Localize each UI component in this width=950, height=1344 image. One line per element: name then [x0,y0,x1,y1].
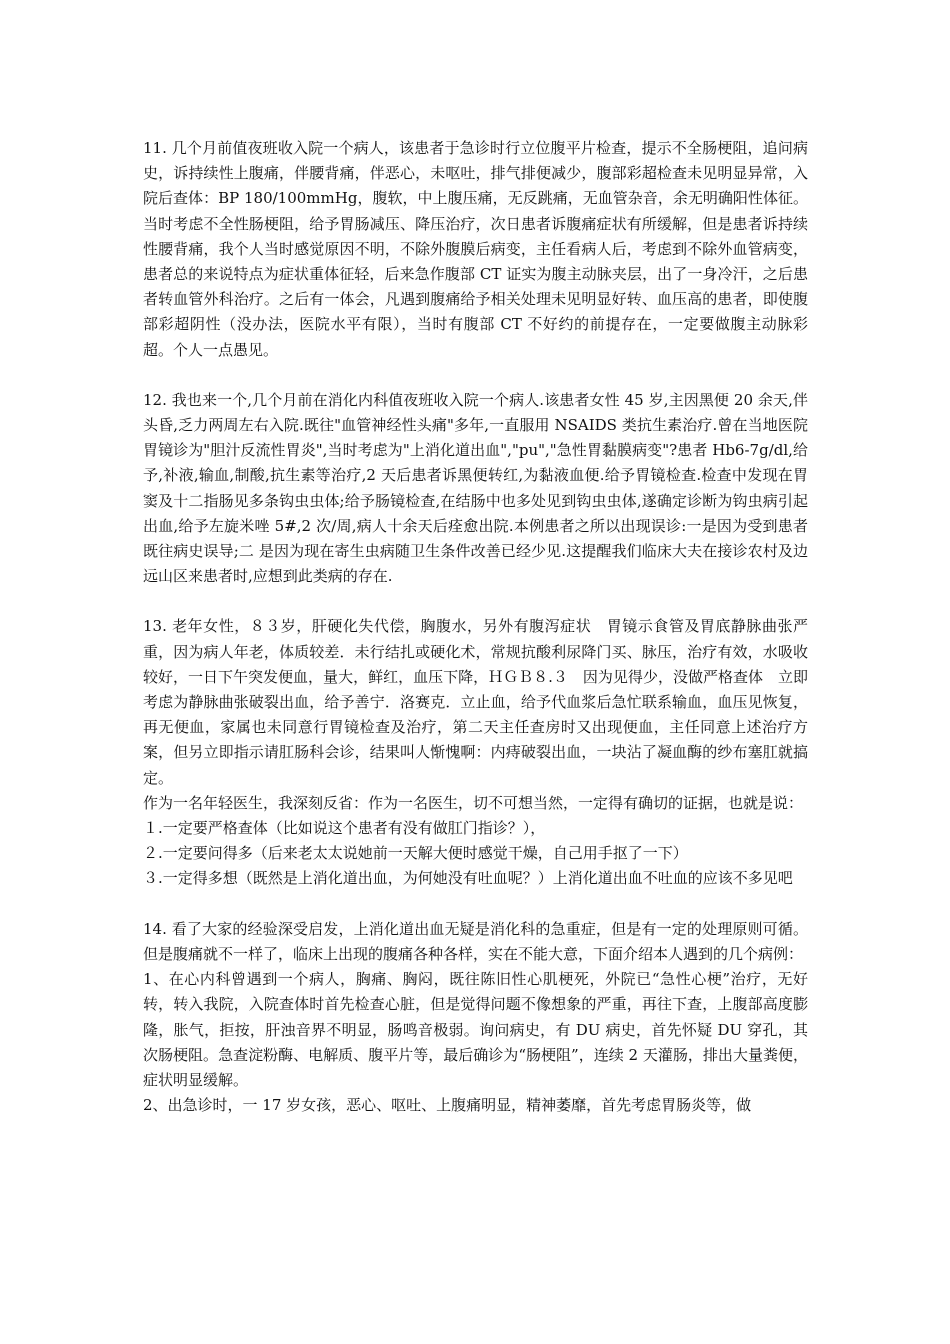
list-item: ３.一定得多想（既然是上消化道出血，为何她没有吐血呢？）上消化道出血不吐血的应该不多见吧 [143,869,793,888]
paragraph: 2、出急诊时，一 17 岁女孩，恶心、呕吐、上腹痛明显，精神萎靡，首先考虑胃肠炎等，做 [143,1096,752,1115]
document-body [143,136,808,1118]
case-12 [143,388,808,590]
section-gap [143,892,808,917]
case-13 [143,614,808,891]
section-gap [143,363,808,388]
case-11 [143,136,808,363]
list-item: １.一定要严格查体（比如说这个患者有没有做肛门指诊？）， [143,819,546,838]
paragraph: 1、在心内科曾遇到一个病人，胸痛、胸闷，既往陈旧性心肌梗死，外院已“急性心梗”治疗，无好转，转入我院，入院查体时首先检查心脏，但是觉得问题不像想象的严重，再往下查，上腹部高度膨隆，胀气，拒按，肝浊音界不明显，肠鸣音极弱。询问病史，有 DU 病史，首先怀疑 DU 穿孔，其次肠梗阻。急查淀粉酶、电解质、腹平片等，最后确诊为“肠梗阻”，连续 2 天灌肠，排出大量粪便，症状明显缓解。 [143,970,808,1089]
case-14 [143,917,808,1119]
paragraph: 12. 我也来一个,几个月前在消化内科值夜班收入院一个病人.该患者女性 45 岁,主因黑便 20 余天,伴头昏,乏力两周左右入院.既往"血管神经性头痛"多年,一直服用 NSAIDS 类抗生素治疗.曾在当地医院胃镜诊为"胆汁反流性胃炎",当时考虑为"上消化道出血","pu","急性胃黏膜病变"?患者 Hb6-7g/dl,给予,补液,输血,制酸,抗生素等治疗,2 天后患者诉黑便转红,为黏液血便.给予胃镜检查.检查中发现在胃窦及十二指肠见多条钩虫虫体;给予肠镜检查,在结肠中也多处见到钩虫虫体,遂确定诊断为钩虫病引起出血,给予左旋米唑 5#,2 次/周,病人十余天后痊愈出院.本例患者之所以出现误诊:一是因为受到患者既往病史误导;二 是因为现在寄生虫病随卫生条件改善已经少见.这提醒我们临床大夫在接诊农村及边远山区来患者时,应想到此类病的存在. [143,390,808,586]
section-gap [143,589,808,614]
list-item: ２.一定要问得多（后来老太太说她前一天解大便时感觉干燥，自己用手抠了一下） [143,844,688,863]
paragraph: 11. 几个月前值夜班收入院一个病人，该患者于急诊时行立位腹平片检查，提示不全肠梗阻，追问病史，诉持续性上腹痛，伴腰背痛，伴恶心，未呕吐，排气排便减少，腹部彩超检查未见明显异常，入院后查体：BP 180/100mmHg，腹软，中上腹压痛，无反跳痛，无血管杂音，余无明确阳性体征。当时考虑不全性肠梗阻，给予胃肠减压、降压治疗，次日患者诉腹痛症状有所缓解，但是患者诉持续性腰背痛，我个人当时感觉原因不明，不除外腹膜后病变，主任看病人后，考虑到不除外血管病变，患者总的来说特点为症状重体征轻，后来急作腹部 CT 证实为腹主动脉夹层，出了一身冷汗，之后患者转血管外科治疗。之后有一体会，凡遇到腹痛给予相关处理未见明显好转、血压高的患者，即使腹部彩超阴性（没办法，医院水平有限），当时有腹部 CT 不好约的前提存在，一定要做腹主动脉彩超。个人一点愚见。 [143,139,808,359]
paragraph: 14. 看了大家的经验深受启发，上消化道出血无疑是消化科的急重症，但是有一定的处理原则可循。但是腹痛就不一样了，临床上出现的腹痛各种各样，实在不能大意，下面介绍本人遇到的几个病例： [143,919,808,963]
paragraph: 13. 老年女性，８３岁，肝硬化失代偿，胸腹水，另外有腹泻症状 胃镜示食管及胃底静脉曲张严重，因为病人年老，体质较差．未行结扎或硬化术，常规抗酸利尿降门买、脉压，治疗有效，水吸收较好，一日下午突发便血，量大，鲜红，血压下降，ＨＧＢ８.３ 因为见得少，没做严格查体 立即考虑为静脉曲张破裂出血，给予善宁．洛赛克．立止血，给予代血浆后急忙联系输血，血压见恢复，再无便血，家属也未同意行胃镜检查及治疗，第二天主任查房时又出现便血，主任同意上述治疗方案，但另立即指示请肛肠科会诊，结果叫人惭愧啊：内痔破裂出血，一块沾了凝血酶的纱布塞肛就搞定。 [143,617,808,787]
paragraph: 作为一名年轻医生，我深刻反省：作为一名医生，切不可想当然，一定得有确切的证据，也就是说： [143,793,804,812]
